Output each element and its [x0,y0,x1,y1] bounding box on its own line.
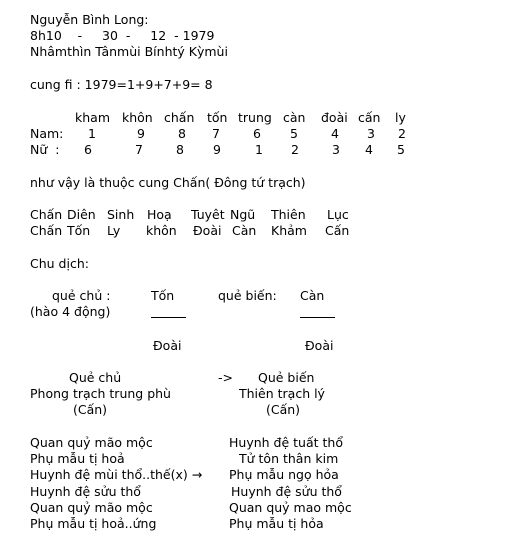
conclusion-text: như vậy là thuộc cung Chấn( Đông tứ trạch) [30,175,306,190]
table-header-doai: đoài [321,110,348,125]
table-header-ly: ly [395,110,406,125]
que-chu-sub: (Cấn) [73,402,108,417]
table-header-can: càn [283,110,306,125]
hexagram-line-left [151,317,186,318]
hao-right: Huynh đệ tuất thổ [229,435,343,450]
table-cell: 6 [84,142,92,157]
que-bien-sub: (Cấn) [266,402,301,417]
hao-right: Huynh đệ sửu thổ [231,484,342,499]
hexagram-line-right [300,317,335,318]
table-header-khon: khôn [122,110,153,125]
star-cell: Càn [232,223,257,238]
star-cell: Cấn [325,223,350,238]
table-cell: 9 [137,126,145,141]
que-bien-label: quẻ biến: [218,288,277,303]
doai-right: Đoài [305,338,334,353]
que-bien-title: Quẻ biến [258,370,315,385]
table-cell: 2 [291,142,299,157]
table-header-can2: cấn [358,110,381,125]
table-header-ton: tốn [207,110,228,125]
star-cell: Thiên [271,207,306,222]
star-cell: Khảm [271,223,307,238]
doai-left: Đoài [153,338,182,353]
star-cell: Chấn [30,207,63,222]
table-cell: 7 [212,126,220,141]
star-cell: Hoạ [147,207,172,222]
que-chu-title: Quẻ chủ [69,370,122,385]
person-name: Nguyễn Bình Long: [30,12,149,27]
table-cell: 9 [213,142,221,157]
star-cell: Lục [327,207,349,222]
table-cell: 2 [398,126,406,141]
star-cell: Ly [107,223,121,238]
table-cell: 8 [178,126,186,141]
hao-dong: (hào 4 động) [30,304,111,319]
table-cell: 1 [88,126,96,141]
hao-right: Phụ mẫu tị hỏa [229,516,324,531]
que-chu-name: Phong trạch trung phù [30,386,171,401]
table-header-kham: kham [75,110,110,125]
table-cell: 6 [253,126,261,141]
table-cell: 4 [331,126,339,141]
birth-datetime: 8h10 - 30 - 12 - 1979 [30,28,215,43]
arrow-text: -> [218,370,233,385]
star-cell: Ngũ [230,207,256,222]
que-chu-value: Tốn [151,288,175,303]
hao-left: Phụ mẫu tị hoả..ứng [30,516,157,531]
table-cell: 4 [365,142,373,157]
cung-fi-calculation: cung fi : 1979=1+9+7+9= 8 [30,77,213,92]
star-cell: Tuyêt [191,207,225,222]
hao-left: Huynh đệ sửu thổ [30,484,141,499]
table-cell: 5 [290,126,298,141]
table-cell: 3 [332,142,340,157]
hao-right: Phụ mẫu ngọ hỏa [229,467,339,482]
can-chi-line: Nhâmthìn Tânmùi Bínhtý Kỳmùi [30,44,228,59]
table-row-label-nam: Nam: [30,126,64,141]
chu-dich-heading: Chu dịch: [30,256,89,271]
table-cell: 5 [397,142,405,157]
hao-left: Quan quỷ mão mộc [30,435,153,450]
star-cell: khôn [146,223,177,238]
table-cell: 1 [255,142,263,157]
table-cell: 7 [135,142,143,157]
table-cell: 3 [367,126,375,141]
star-cell: Đoài [193,223,222,238]
hao-left: Phụ mẫu tị hoả [30,451,125,466]
table-row-label-nu: Nữ : [30,142,60,157]
star-cell: Sinh [107,207,135,222]
que-chu-label: quẻ chủ : [52,288,111,303]
star-cell: Tốn [67,223,91,238]
table-header-trung: trung [238,110,272,125]
hao-right: Quan quỷ mao mộc [229,500,352,515]
que-bien-value: Càn [300,288,325,303]
hao-right: Tử tôn thân kim [239,451,339,466]
table-cell: 8 [176,142,184,157]
que-bien-name: Thiên trạch lý [239,386,325,401]
hao-left: Quan quỷ mão mộc [30,500,153,515]
star-cell: Diên [67,207,96,222]
star-cell: Chấn [30,223,63,238]
table-header-chan: chấn [164,110,195,125]
hao-left: Huynh đệ mùi thổ..thế(x) → [30,467,203,482]
